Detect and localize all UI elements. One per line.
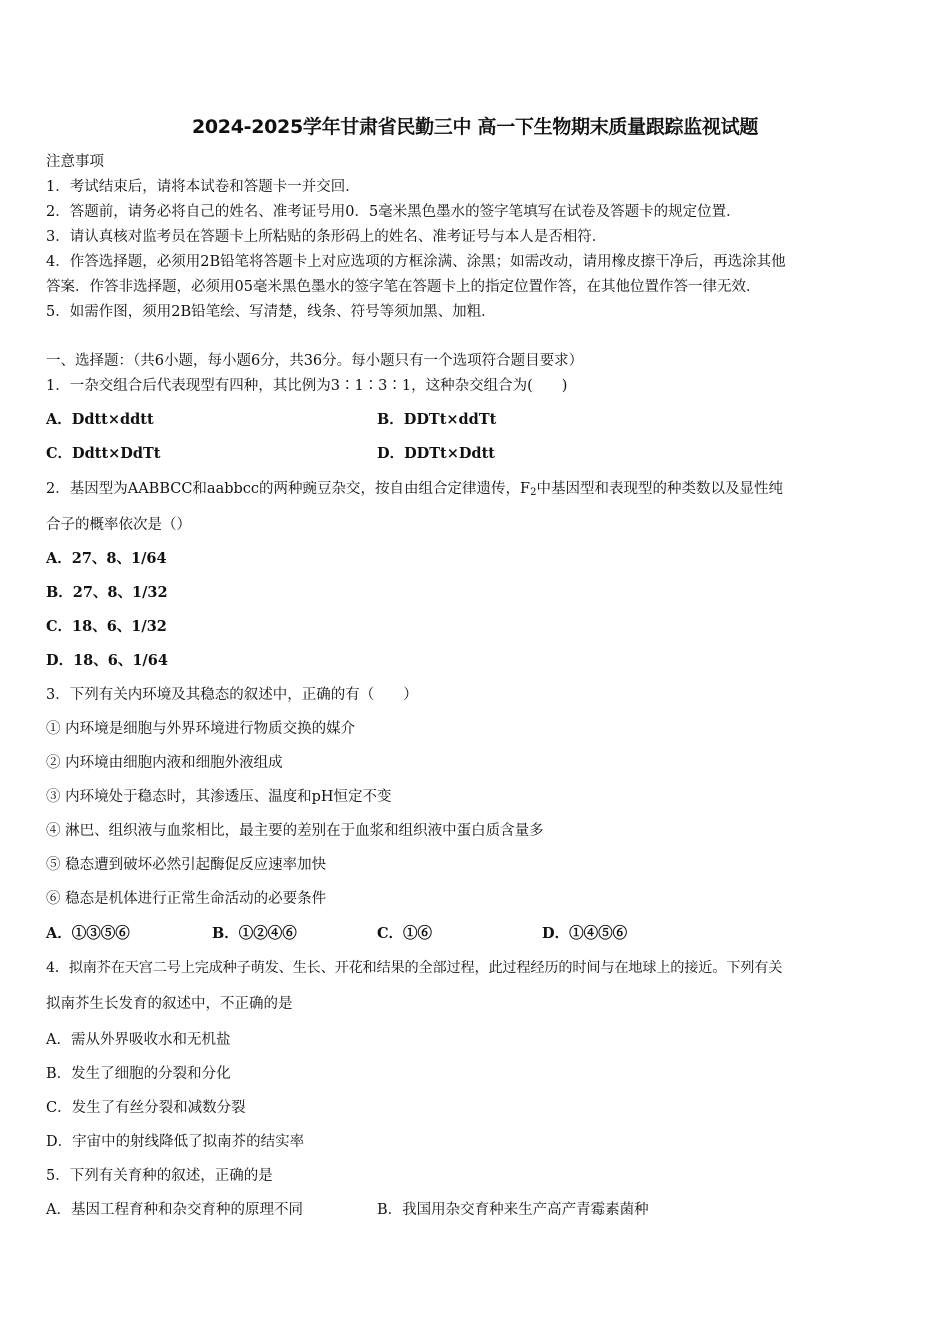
question-4-option-b: B．发生了细胞的分裂和分化: [46, 1066, 231, 1082]
question-2-stem-part: 2．基因型为AABBCC和aabbcc的两种豌豆杂交，按自由组合定律遗传，F: [46, 481, 531, 497]
question-2-option-c: C．18、6、1/32: [46, 618, 167, 635]
notice-item: 2．答题前，请务必将自己的姓名、准考证号用0．5毫米黑色墨水的签字笔填写在试卷及答题卡的规定位置．: [46, 204, 741, 220]
question-4-stem: 4．拟南芥在天宫二号上完成种子萌发、生长、开花和结果的全部过程，此过程经历的时间与在地球上的接近。下列有关: [46, 960, 783, 976]
notice-item: 4．作答选择题，必须用2B铅笔将答题卡上对应选项的方框涂满、涂黑；如需改动，请用橡皮擦干净后，再选涂其他: [46, 254, 786, 270]
question-4-option-d: D．宇宙中的射线降低了拟南芥的结实率: [46, 1134, 305, 1150]
question-5-option-a: A．基因工程育种和杂交育种的原理不同: [46, 1202, 303, 1218]
question-4-option-c: C．发生了有丝分裂和减数分裂: [46, 1100, 246, 1116]
question-2-option-d: D．18、6、1/64: [46, 652, 168, 669]
notice-item: 3．请认真核对监考员在答题卡上所粘贴的条形码上的姓名、准考证号与本人是否相符．: [46, 229, 607, 245]
section-heading: 一、选择题：（共6小题，每小题6分，共36分。每小题只有一个选项符合题目要求）: [46, 353, 584, 369]
notice-heading: 注意事项: [46, 154, 104, 170]
question-2-option-b: B．27、8、1/32: [46, 584, 168, 601]
question-2-stem-cont: 合子的概率依次是（）: [46, 517, 191, 533]
page-title: 2024-2025学年甘肃省民勤三中 高一下生物期末质量跟踪监视试题: [191, 116, 759, 138]
notice-item: 5．如需作图，须用2B铅笔绘、写清楚，线条、符号等须加黑、加粗．: [46, 304, 496, 320]
question-3-option-d: D．①④⑤⑥: [542, 925, 628, 942]
subscript: 2: [530, 487, 537, 498]
notice-item: 答案．作答非选择题，必须用05毫米黑色墨水的签字笔在答题卡上的指定位置作答，在其他位置作答一律无效．: [46, 279, 761, 295]
question-5-stem: 5．下列有关育种的叙述，正确的是: [46, 1168, 273, 1184]
question-3-option-c: C．①⑥: [377, 925, 433, 942]
notice-item: 1．考试结束后，请将本试卷和答题卡一并交回．: [46, 179, 360, 195]
question-3-item: ⑥ 稳态是机体进行正常生命活动的必要条件: [46, 891, 327, 907]
question-3-option-b: B．①②④⑥: [212, 925, 297, 942]
question-1-option-a: A．Ddtt×ddtt: [46, 411, 154, 428]
question-4-stem-cont: 拟南芥生长发育的叙述中，不正确的是: [46, 996, 293, 1012]
question-1-option-c: C．Ddtt×DdTt: [46, 445, 161, 462]
question-3-stem: 3．下列有关内环境及其稳态的叙述中，正确的有（ ）: [46, 687, 418, 703]
question-3-item: ⑤ 稳态遭到破坏必然引起酶促反应速率加快: [46, 857, 327, 873]
question-1-option-d: D．DDTt×Ddtt: [377, 445, 495, 462]
question-2-stem-part: 中基因型和表现型的种类数以及显性纯: [536, 481, 783, 497]
question-3-item: ④ 淋巴、组织液与血浆相比，最主要的差别在于血浆和组织液中蛋白质含量多: [46, 823, 544, 839]
question-3-item: ① 内环境是细胞与外界环境进行物质交换的媒介: [46, 721, 356, 737]
question-2-stem: [46, 479, 783, 503]
question-1-option-b: B．DDTt×ddTt: [377, 411, 497, 428]
question-5-option-b: B．我国用杂交育种来生产高产青霉素菌种: [377, 1202, 649, 1218]
question-3-option-a: A．①③⑤⑥: [46, 925, 130, 942]
question-2-option-a: A．27、8、1/64: [46, 550, 167, 567]
question-3-item: ③ 内环境处于稳态时，其渗透压、温度和pH恒定不变: [46, 789, 392, 805]
question-3-item: ② 内环境由细胞内液和细胞外液组成: [46, 755, 283, 771]
question-4-option-a: A．需从外界吸收水和无机盐: [46, 1032, 231, 1048]
question-1-stem: 1．一杂交组合后代表现型有四种，其比例为3∶1∶3∶1，这种杂交组合为( ): [46, 378, 568, 394]
